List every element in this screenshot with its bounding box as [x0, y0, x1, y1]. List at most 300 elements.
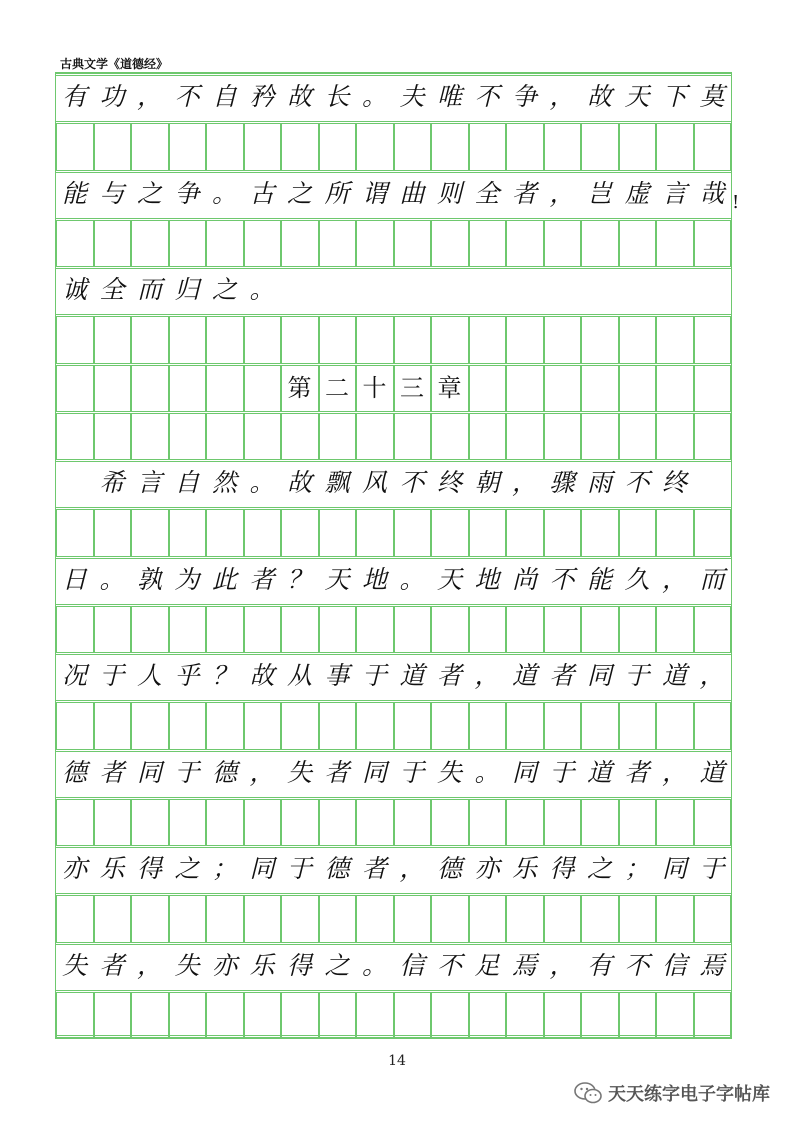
handwritten-char: ？	[211, 661, 237, 691]
handwritten-char: 言	[661, 178, 687, 208]
handwritten-char: 同	[136, 757, 162, 787]
grid-cell	[319, 703, 357, 748]
grid-cell	[206, 317, 244, 362]
handwritten-char: 之	[211, 275, 237, 305]
handwritten-char: 得	[136, 854, 162, 884]
grid-cell	[94, 703, 132, 748]
page-header: 古典文学《道德经》	[60, 57, 169, 71]
handwritten-char: ？	[286, 564, 312, 594]
grid-cell	[581, 414, 619, 459]
handwritten-char: 乐	[511, 854, 537, 884]
grid-cell	[131, 800, 169, 845]
handwritten-char: 从	[286, 661, 312, 691]
handwritten-char: 自	[211, 82, 237, 112]
grid-cell	[281, 993, 319, 1038]
grid-cell	[619, 317, 657, 362]
handwritten-char: 风	[361, 468, 387, 498]
grid-cell	[169, 366, 207, 411]
grid-cell	[356, 510, 394, 555]
grid-cell	[694, 414, 732, 459]
handwritten-char: ，	[136, 82, 162, 112]
handwritten-char: 人	[136, 661, 162, 691]
grid-cell	[656, 703, 694, 748]
handwritten-char: 不	[436, 950, 462, 980]
grid-cell	[56, 607, 94, 652]
handwritten-char: 尚	[511, 564, 537, 594]
grid-cell	[244, 896, 282, 941]
grid-line	[56, 1035, 731, 1038]
grid-cell	[56, 317, 94, 362]
grid-cell	[619, 510, 657, 555]
grid-cell	[619, 896, 657, 941]
handwritten-char: 天	[324, 564, 350, 594]
grid-cell	[656, 993, 694, 1038]
handwritten-char: 自	[174, 468, 200, 498]
grid-cell	[656, 221, 694, 266]
grid-cell	[431, 317, 469, 362]
grid-cell	[619, 221, 657, 266]
handwritten-char: 者	[436, 661, 462, 691]
grid-cell	[581, 317, 619, 362]
grid-cell	[544, 703, 582, 748]
grid-cell	[619, 703, 657, 748]
grid-cell	[581, 703, 619, 748]
handwritten-char: 于	[174, 757, 200, 787]
handwritten-char: 莫	[699, 82, 725, 112]
chapter-title-char: 章	[437, 373, 462, 402]
handwritten-char: 则	[436, 178, 462, 208]
handwritten-char: 。	[399, 564, 425, 594]
handwritten-char: 功	[99, 82, 125, 112]
grid-cell	[356, 607, 394, 652]
grid-cell	[581, 221, 619, 266]
grid-cell	[469, 221, 507, 266]
grid-cell	[694, 607, 732, 652]
handwritten-char: 同	[511, 757, 537, 787]
handwritten-char: 同	[249, 854, 275, 884]
practice-grid	[55, 72, 732, 1039]
handwritten-char: 全	[99, 275, 125, 305]
chapter-title-char: 二	[325, 373, 349, 402]
grid-cell	[656, 366, 694, 411]
grid-cell	[581, 896, 619, 941]
handwritten-char: 道	[699, 757, 725, 787]
grid-cell	[394, 414, 432, 459]
grid-cell	[56, 510, 94, 555]
handwritten-char: 亦	[474, 854, 500, 884]
handwritten-char: ，	[474, 661, 500, 691]
handwritten-char: 乎	[174, 661, 200, 691]
grid-cell	[356, 703, 394, 748]
handwritten-char: 亦	[211, 950, 237, 980]
handwritten-char: ，	[699, 661, 725, 691]
handwritten-char: 终	[661, 468, 687, 498]
grid-cell	[469, 993, 507, 1038]
handwritten-char: ，	[549, 82, 575, 112]
handwritten-char: 事	[324, 661, 350, 691]
grid-cell	[206, 124, 244, 169]
handwritten-char: 孰	[136, 564, 162, 594]
grid-cell	[319, 317, 357, 362]
handwritten-char: 足	[474, 950, 500, 980]
grid-cell	[244, 366, 282, 411]
handwritten-char: 谓	[361, 178, 387, 208]
grid-cell	[656, 124, 694, 169]
grid-cell	[319, 124, 357, 169]
grid-cell	[619, 124, 657, 169]
grid-cell	[544, 993, 582, 1038]
grid-cell	[319, 896, 357, 941]
trailing-punctuation: !	[732, 192, 740, 213]
handwritten-char: ，	[549, 178, 575, 208]
grid-cell	[244, 221, 282, 266]
wechat-icon	[574, 1082, 602, 1104]
grid-cell	[206, 221, 244, 266]
grid-cell	[656, 607, 694, 652]
handwritten-char: 能	[586, 564, 612, 594]
grid-cell	[469, 896, 507, 941]
handwritten-char: 得	[286, 950, 312, 980]
handwritten-char: 争	[511, 82, 537, 112]
handwritten-char: ，	[399, 854, 425, 884]
grid-cell	[394, 510, 432, 555]
handwritten-char: ；	[211, 854, 237, 884]
grid-cell	[694, 124, 732, 169]
handwritten-char: 而	[136, 275, 162, 305]
grid-cell	[56, 993, 94, 1038]
handwritten-char: 与	[99, 178, 125, 208]
grid-cell	[506, 221, 544, 266]
grid-cell	[94, 510, 132, 555]
handwritten-char: 德	[324, 854, 350, 884]
grid-cell	[469, 124, 507, 169]
handwritten-char: 道	[586, 757, 612, 787]
grid-cell	[431, 993, 469, 1038]
grid-cell	[319, 993, 357, 1038]
grid-cell	[169, 993, 207, 1038]
grid-cell	[506, 414, 544, 459]
grid-cell	[56, 800, 94, 845]
chapter-title-char: 第	[287, 373, 312, 402]
handwritten-char: 失	[286, 757, 312, 787]
handwritten-char: 者	[624, 757, 650, 787]
handwritten-char: 雨	[586, 468, 612, 498]
handwritten-char: 于	[286, 854, 312, 884]
grid-cell	[319, 221, 357, 266]
grid-cell	[356, 896, 394, 941]
grid-cell	[356, 800, 394, 845]
grid-cell	[656, 414, 694, 459]
handwritten-char: ；	[624, 854, 650, 884]
grid-cell	[281, 703, 319, 748]
grid-cell	[206, 510, 244, 555]
grid-cell	[169, 510, 207, 555]
grid-cell	[356, 414, 394, 459]
grid-cell	[356, 993, 394, 1038]
handwritten-char: 亦	[61, 854, 87, 884]
grid-cell	[319, 414, 357, 459]
handwritten-char: 德	[211, 757, 237, 787]
grid-cell	[94, 317, 132, 362]
grid-cell	[694, 510, 732, 555]
grid-cell	[319, 607, 357, 652]
grid-cell	[544, 800, 582, 845]
grid-cell	[131, 414, 169, 459]
handwritten-char: 之	[586, 854, 612, 884]
handwritten-char: 下	[661, 82, 687, 112]
grid-cell	[694, 896, 732, 941]
grid-cell	[319, 510, 357, 555]
handwritten-char: 故	[286, 82, 312, 112]
handwritten-char: 道	[661, 661, 687, 691]
grid-cell	[131, 993, 169, 1038]
handwritten-char: ，	[136, 950, 162, 980]
grid-cell	[581, 366, 619, 411]
grid-cell	[206, 993, 244, 1038]
handwritten-char: 故	[586, 82, 612, 112]
handwritten-char: 然	[211, 468, 237, 498]
grid-cell	[244, 510, 282, 555]
handwritten-char: 信	[661, 950, 687, 980]
handwritten-char: 于	[99, 661, 125, 691]
handwritten-char: 于	[549, 757, 575, 787]
handwritten-char: 者	[249, 564, 275, 594]
handwritten-char: 终	[436, 468, 462, 498]
handwritten-char: 失	[174, 950, 200, 980]
handwritten-char: 哉	[699, 178, 725, 208]
handwritten-char: 归	[174, 275, 200, 305]
grid-cell	[94, 124, 132, 169]
grid-cell	[694, 366, 732, 411]
grid-cell	[206, 366, 244, 411]
handwritten-char: 道	[511, 661, 537, 691]
handwritten-char: 唯	[436, 82, 462, 112]
handwritten-char: 夫	[399, 82, 425, 112]
grid-cell	[506, 703, 544, 748]
chapter-title-char: 十	[362, 373, 387, 402]
grid-cell	[56, 896, 94, 941]
grid-cell	[206, 896, 244, 941]
grid-cell	[394, 607, 432, 652]
grid-cell	[506, 800, 544, 845]
grid-cell	[206, 607, 244, 652]
handwritten-char	[56, 460, 93, 506]
handwritten-char: 德	[61, 757, 87, 787]
grid-cell	[431, 703, 469, 748]
grid-cell	[244, 703, 282, 748]
grid-cell	[94, 993, 132, 1038]
grid-cell	[469, 510, 507, 555]
grid-cell	[169, 800, 207, 845]
handwritten-char: 者	[549, 661, 575, 691]
grid-cell	[581, 124, 619, 169]
handwritten-char: 久	[624, 564, 650, 594]
grid-cell	[581, 800, 619, 845]
handwritten-char: ，	[249, 757, 275, 787]
handwritten-char: 故	[249, 661, 275, 691]
handwritten-char: ，	[511, 468, 537, 498]
handwritten-char: 飘	[324, 468, 350, 498]
grid-cell	[619, 800, 657, 845]
grid-cell	[94, 607, 132, 652]
handwritten-char: 有	[586, 950, 612, 980]
grid-cell	[619, 607, 657, 652]
handwritten-char: 同	[661, 854, 687, 884]
handwritten-char: 不	[174, 82, 200, 112]
grid-cell	[356, 124, 394, 169]
grid-cell	[431, 414, 469, 459]
grid-cell	[394, 896, 432, 941]
handwritten-char: 诚	[61, 275, 87, 305]
grid-cell	[469, 607, 507, 652]
grid-cell	[581, 607, 619, 652]
handwritten-char: 不	[549, 564, 575, 594]
grid-cell	[131, 607, 169, 652]
handwritten-char: 焉	[699, 950, 725, 980]
grid-cell	[281, 221, 319, 266]
handwritten-char: 之	[136, 178, 162, 208]
watermark-text: 天天练字电子字帖库	[608, 1084, 770, 1105]
grid-cell	[56, 124, 94, 169]
handwritten-char: 争	[174, 178, 200, 208]
handwritten-char: 为	[174, 564, 200, 594]
handwritten-char: 。	[211, 178, 237, 208]
grid-cell	[131, 896, 169, 941]
handwritten-char: 于	[699, 854, 725, 884]
grid-cell	[169, 607, 207, 652]
handwritten-char: 。	[474, 757, 500, 787]
grid-cell	[206, 800, 244, 845]
handwritten-char: 故	[286, 468, 312, 498]
grid-cell	[169, 317, 207, 362]
handwritten-char: 同	[586, 661, 612, 691]
handwritten-char: 天	[436, 564, 462, 594]
grid-cell	[694, 221, 732, 266]
watermark	[574, 1080, 770, 1106]
grid-cell	[394, 993, 432, 1038]
grid-cell	[506, 510, 544, 555]
handwritten-char: 不	[474, 82, 500, 112]
grid-cell	[206, 414, 244, 459]
grid-cell	[131, 317, 169, 362]
handwritten-char: 。	[249, 275, 275, 305]
handwritten-char: 言	[136, 468, 162, 498]
handwritten-char: 者	[99, 950, 125, 980]
grid-cell	[281, 124, 319, 169]
grid-cell	[94, 896, 132, 941]
grid-cell	[94, 221, 132, 266]
grid-cell	[169, 414, 207, 459]
grid-cell	[206, 703, 244, 748]
grid-cell	[656, 896, 694, 941]
grid-cell	[131, 510, 169, 555]
grid-cell	[169, 221, 207, 266]
handwritten-char: 矜	[249, 82, 275, 112]
handwritten-char: 全	[474, 178, 500, 208]
handwritten-char: 天	[624, 82, 650, 112]
handwritten-char: 乐	[99, 854, 125, 884]
handwritten-char: 此	[211, 564, 237, 594]
grid-cell	[544, 414, 582, 459]
grid-cell	[94, 366, 132, 411]
grid-cell	[131, 221, 169, 266]
handwritten-char: 虚	[624, 178, 650, 208]
grid-cell	[544, 124, 582, 169]
grid-cell	[656, 800, 694, 845]
grid-cell	[281, 414, 319, 459]
grid-cell	[431, 607, 469, 652]
handwritten-char: 失	[61, 950, 87, 980]
handwritten-char: 而	[699, 564, 725, 594]
grid-cell	[431, 510, 469, 555]
grid-cell	[431, 124, 469, 169]
grid-cell	[131, 366, 169, 411]
grid-cell	[356, 221, 394, 266]
handwritten-char: 所	[324, 178, 350, 208]
grid-cell	[506, 317, 544, 362]
grid-cell	[281, 317, 319, 362]
grid-cell	[319, 800, 357, 845]
handwritten-char: 不	[399, 468, 425, 498]
grid-cell	[544, 221, 582, 266]
grid-cell	[544, 317, 582, 362]
grid-cell	[469, 414, 507, 459]
grid-cell	[431, 800, 469, 845]
page-number: 14	[388, 1053, 406, 1069]
handwritten-char: 同	[361, 757, 387, 787]
grid-cell	[619, 366, 657, 411]
grid-cell	[694, 800, 732, 845]
grid-cell	[131, 124, 169, 169]
grid-cell	[544, 896, 582, 941]
grid-cell	[581, 993, 619, 1038]
grid-cell	[694, 317, 732, 362]
handwritten-char: 希	[99, 468, 125, 498]
grid-cell	[94, 800, 132, 845]
grid-cell	[244, 124, 282, 169]
grid-cell	[394, 703, 432, 748]
grid-cell	[169, 896, 207, 941]
handwritten-char: 。	[249, 468, 275, 498]
handwritten-char: 古	[249, 178, 275, 208]
handwritten-char: 者	[361, 854, 387, 884]
grid-cell	[506, 993, 544, 1038]
handwritten-char: 。	[361, 950, 387, 980]
handwritten-char: 不	[624, 950, 650, 980]
handwritten-char: 德	[436, 854, 462, 884]
handwritten-char: 有	[61, 82, 87, 112]
handwritten-char: 焉	[511, 950, 537, 980]
grid-cell	[544, 607, 582, 652]
handwritten-char: 日	[61, 564, 87, 594]
grid-cell	[469, 317, 507, 362]
grid-cell	[56, 414, 94, 459]
grid-cell	[244, 800, 282, 845]
grid-cell	[431, 221, 469, 266]
handwritten-char: ，	[549, 950, 575, 980]
grid-cell	[656, 317, 694, 362]
grid-cell	[431, 896, 469, 941]
grid-cell	[694, 993, 732, 1038]
handwritten-char: 曲	[399, 178, 425, 208]
handwritten-char: 骤	[549, 468, 575, 498]
handwritten-char: 朝	[474, 468, 500, 498]
grid-cell	[469, 703, 507, 748]
grid-cell	[506, 896, 544, 941]
grid-cell	[619, 993, 657, 1038]
grid-cell	[169, 124, 207, 169]
handwritten-char: 岂	[586, 178, 612, 208]
